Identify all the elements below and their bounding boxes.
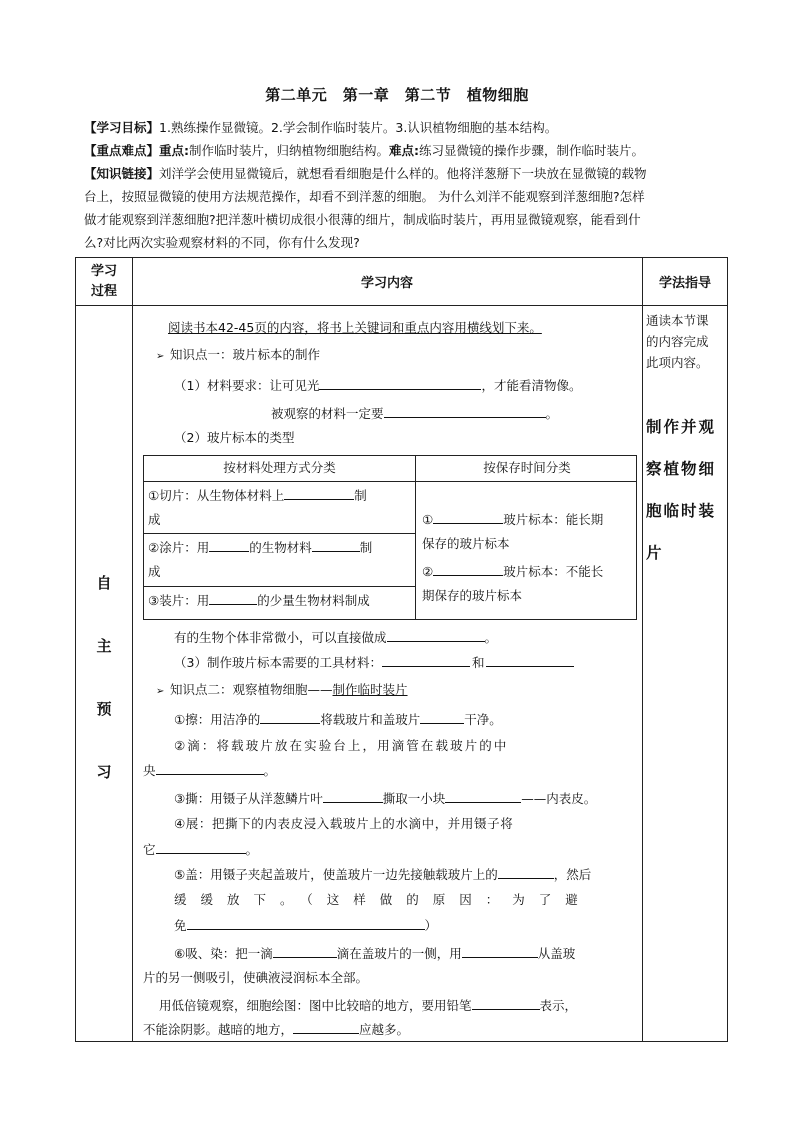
- goals-text: 1.熟练操作显微镜。2.学会制作临时装片。3.认识植物细胞的基本结构。: [159, 120, 558, 135]
- step-cover-3: 免 ）: [174, 915, 437, 936]
- intro-section: [84, 116, 724, 254]
- step-drop-2: 央 。: [143, 760, 276, 781]
- slice-row-2: 成: [148, 512, 161, 527]
- tiny-organism: 有的生物个体非常微小，可以直接做成 。: [174, 627, 497, 648]
- link-line-1: 刘洋学会使用显微镜后，就想看看细胞是什么样的。他将洋葱掰下一块放在显微镜的载物: [159, 166, 647, 181]
- difficulty-text: 练习显微镜的操作步骤，制作临时装片。: [419, 143, 645, 158]
- inner-header-left: 按材料处理方式分类: [223, 460, 336, 475]
- material-requirement: （1）材料要求：让可见光 ，才能看清物像。: [174, 375, 581, 396]
- blank: [387, 627, 485, 642]
- bullet-arrow-icon: ➢: [156, 686, 165, 697]
- blank: [187, 915, 425, 930]
- blank: [384, 403, 546, 418]
- link-line-4: 么?对比两次实验观察材料的不同，你有什么发现?: [84, 235, 360, 250]
- blank: [156, 760, 264, 775]
- key-label: 重点:: [159, 143, 190, 158]
- blank: [472, 995, 540, 1010]
- side-char: 主: [96, 637, 112, 655]
- link-line-3: 做才能观察到洋葱细胞?把洋葱叶横切成很小很薄的细片，制成临时装片，再用显微镜观察，能看到什: [84, 212, 641, 227]
- link-line-2: 台上，按照显微镜的使用方法规范操作，却看不到洋葱的细胞。 为什么刘洋不能观察到洋葱细胞?怎样: [84, 189, 645, 204]
- learning-goals: [84, 116, 724, 139]
- material-requirement-2: 被观察的材料一定要 。: [271, 403, 558, 424]
- blank: [209, 590, 257, 605]
- study-table: [75, 257, 728, 1042]
- table-divider: [132, 258, 133, 1041]
- guide-main: 制作并观 察植物细 胞临时装 片: [646, 418, 717, 562]
- keypoints-label: 【重点难点】: [84, 143, 160, 158]
- step-drop: ②滴：将载玻片放在实验台上，用滴管在载玻片的中: [174, 738, 509, 753]
- goals-label: 【学习目标】: [84, 120, 160, 135]
- slide-type-table: [143, 455, 637, 620]
- guide-note: 通读本节课 的内容完成 此项内容。: [646, 313, 709, 370]
- step-spread-2: 它 。: [143, 839, 258, 860]
- link-label: 【知识链接】: [84, 166, 160, 181]
- blank: [382, 652, 470, 667]
- temporary-row: ② 玻片标本：不能长: [422, 560, 603, 584]
- permanent-row: ① 玻片标本：能长期: [422, 508, 603, 532]
- blank: [156, 839, 246, 854]
- draw-instruction: 用低倍镜观察，细胞绘图：图中比较暗的地方，要用铅笔 表示，: [159, 995, 577, 1016]
- blank: [486, 652, 574, 667]
- kp1-title: ➢ 知识点一：玻片标本的制作: [156, 345, 320, 367]
- difficulty-label: 难点:: [389, 143, 420, 158]
- step-cover-2: 缓缓放下。（这样做的原因：为了避: [174, 892, 592, 907]
- blank: [445, 788, 521, 803]
- step-stain: ⑥吸、染：把一滴 滴在盖玻片的一侧，用 从盖玻: [174, 943, 575, 964]
- side-char: 自: [96, 574, 112, 592]
- step-stain-2: 片的另一侧吸引，使碘液浸润标本全部。: [143, 970, 369, 985]
- blank: [433, 561, 503, 576]
- side-char: 习: [96, 763, 112, 781]
- blank: [462, 943, 538, 958]
- blank: [323, 788, 383, 803]
- step-cover: ⑤盖：用镊子夹起盖玻片，使盖玻片一边先接触载玻片上的 ，然后: [174, 864, 591, 885]
- slice-row: ①切片：从生物体材料上 制: [148, 484, 367, 508]
- knowledge-link: [84, 162, 724, 185]
- blank: [260, 709, 320, 724]
- page-title: 第二单元 第一章 第二节 植物细胞: [265, 86, 529, 104]
- step-tear: ③撕：用镊子从洋葱鳞片叶 撕取一小块 ——内表皮。: [174, 788, 596, 809]
- blank: [273, 943, 337, 958]
- bullet-arrow-icon: ➢: [156, 351, 165, 362]
- blank: [209, 537, 249, 552]
- blank: [420, 709, 464, 724]
- blank: [284, 485, 354, 500]
- table-divider: [144, 586, 415, 587]
- table-divider: [144, 533, 415, 534]
- smear-row: ②涂片：用 的生物材料 制: [148, 536, 372, 560]
- mount-row: ③装片：用 的少量生物材料制成: [148, 589, 370, 613]
- types-title: （2）玻片标本的类型: [174, 430, 295, 445]
- key-points: [84, 139, 724, 162]
- permanent-row-2: 保存的玻片标本: [422, 536, 510, 551]
- content-column: [136, 258, 642, 1043]
- side-char: 预: [96, 700, 112, 718]
- tools-materials: （3）制作玻片标本需要的工具材料： 和: [174, 652, 574, 673]
- smear-row-2: 成: [148, 564, 161, 579]
- table-divider: [144, 481, 636, 482]
- table-divider: [642, 258, 643, 1041]
- inner-header-right: 按保存时间分类: [483, 460, 571, 475]
- temporary-row-2: 期保存的玻片标本: [422, 588, 523, 603]
- step-wipe: ①擦：用洁净的 将载玻片和盖玻片 干净。: [174, 709, 502, 730]
- blank: [498, 864, 554, 879]
- step-spread: ④展：把撕下的内表皮浸入载玻片上的水滴中，并用镊子将: [174, 816, 514, 831]
- read-instruction: 阅读书本42-45页的内容，将书上关键词和重点内容用横线划下来。: [168, 320, 542, 335]
- header-guide: 学法指导: [658, 276, 711, 291]
- blank: [312, 537, 360, 552]
- blank: [293, 1019, 359, 1034]
- header-process: 学习 过程: [90, 264, 117, 299]
- blank: [319, 375, 481, 390]
- header-content: 学习内容: [360, 276, 413, 291]
- kp2-title: ➢ 知识点二：观察植物细胞——制作临时装片: [156, 680, 408, 702]
- blank: [433, 509, 503, 524]
- draw-instruction-2: 不能涂阴影。越暗的地方， 应越多。: [143, 1019, 409, 1040]
- key-text: 制作临时装片，归纳植物细胞结构。: [189, 143, 390, 158]
